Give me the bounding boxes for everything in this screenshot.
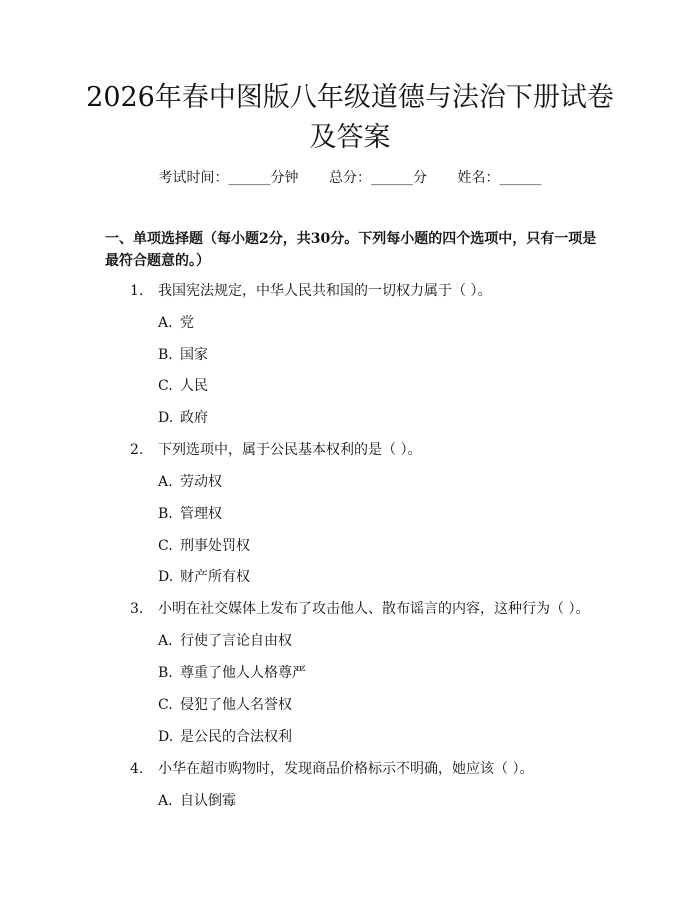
option-text: 刑事处罚权 <box>180 538 250 554</box>
option-3a <box>158 631 292 651</box>
option-text: 人民 <box>180 378 208 394</box>
option-text: 国家 <box>180 347 208 363</box>
title-line-1: 2026年春中图版八年级道德与法治下册试卷 <box>86 82 614 113</box>
option-text: 行使了言论自由权 <box>180 633 292 649</box>
option-letter: A. <box>158 474 173 490</box>
option-text: 党 <box>180 315 194 331</box>
option-2d <box>158 567 250 587</box>
question-text: 下列选项中，属于公民基本权利的是（ ）。 <box>158 442 422 458</box>
option-3b <box>158 663 306 683</box>
option-letter: B. <box>158 665 173 681</box>
option-letter: D. <box>158 410 174 426</box>
option-text: 自认倒霉 <box>180 793 236 809</box>
option-letter: A. <box>158 633 173 649</box>
exam-meta <box>0 168 700 188</box>
option-letter: D. <box>158 569 174 585</box>
option-text: 侵犯了他人名誉权 <box>180 697 292 713</box>
option-letter: B. <box>158 506 173 522</box>
exam-time-field: 考试时间：______分钟 <box>158 170 299 186</box>
question-text: 我国宪法规定，中华人民共和国的一切权力属于（ ）。 <box>158 283 492 299</box>
option-letter: C. <box>158 378 173 394</box>
option-letter: D. <box>158 729 174 745</box>
option-text: 尊重了他人人格尊严 <box>180 665 306 681</box>
question-number: 1. <box>130 283 144 299</box>
question-text: 小明在社交媒体上发布了攻击他人、散布谣言的内容，这种行为（ ）。 <box>158 601 590 617</box>
option-letter: C. <box>158 538 173 554</box>
title-line-2: 及答案 <box>309 122 391 153</box>
question-number: 2. <box>130 442 144 458</box>
question-text: 小华在超市购物时，发现商品价格标示不明确，她应该（ ）。 <box>158 761 534 777</box>
option-text: 政府 <box>180 410 208 426</box>
option-1d <box>158 408 208 428</box>
option-2a <box>158 472 222 492</box>
option-1a <box>158 313 194 333</box>
option-4a <box>158 791 236 811</box>
question-number: 4. <box>130 761 144 777</box>
option-text: 是公民的合法权利 <box>180 729 292 745</box>
option-letter: C. <box>158 697 173 713</box>
option-2c <box>158 536 250 556</box>
question-4 <box>130 759 533 779</box>
student-name-field: 姓名：______ <box>457 170 542 186</box>
question-number: 3. <box>130 601 144 617</box>
option-3d <box>158 727 292 747</box>
option-text: 财产所有权 <box>180 569 250 585</box>
question-1 <box>130 281 491 301</box>
option-3c <box>158 695 292 715</box>
option-2b <box>158 504 222 524</box>
option-letter: A. <box>158 315 173 331</box>
document-title <box>60 78 640 158</box>
total-score-field: 总分：______分 <box>329 170 427 186</box>
question-3 <box>130 599 589 619</box>
section-heading: 一、单项选择题（每小题2分，共30分。下列每小题的四个选项中，只有一项是最符合题意的。） <box>105 231 597 269</box>
option-text: 劳动权 <box>180 474 222 490</box>
option-text: 管理权 <box>180 506 222 522</box>
option-letter: A. <box>158 793 173 809</box>
option-1b <box>158 345 208 365</box>
question-2 <box>130 440 421 460</box>
option-1c <box>158 376 208 396</box>
option-letter: B. <box>158 347 173 363</box>
